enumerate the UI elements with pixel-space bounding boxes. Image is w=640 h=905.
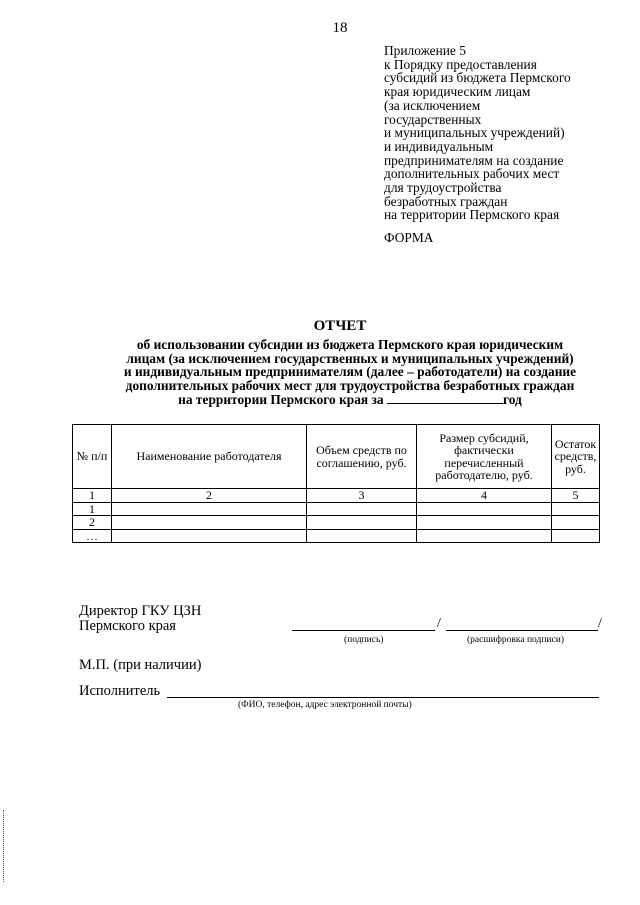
column-number: 1 [73, 489, 112, 503]
table-cell[interactable] [417, 529, 552, 543]
column-number: 3 [307, 489, 417, 503]
decoding-caption: (расшифровка подписи) [467, 635, 564, 645]
subtitle-line: дополнительных рабочих мест для трудоустройства безработных граждан [125, 378, 575, 394]
executor-label: Исполнитель [79, 683, 161, 699]
table-row [73, 502, 600, 516]
scan-margin-line [3, 810, 5, 882]
signature-separator-end: / [598, 616, 602, 631]
subtitle-prefix: на территории Пермского края за [178, 391, 384, 407]
report-subtitle [60, 338, 640, 407]
subtitle-line: об использовании субсидии из бюджета Пермского края юридическим [136, 337, 564, 352]
signature-field[interactable] [292, 630, 435, 631]
row-number: … [73, 529, 112, 543]
stamp-label: М.П. (при наличии) [79, 657, 202, 673]
year-blank[interactable] [387, 393, 503, 404]
position-line: Пермского края [79, 618, 176, 634]
row-number: 1 [73, 502, 112, 516]
appendix-line: Приложение 5 [384, 43, 466, 58]
table-cell[interactable] [552, 516, 600, 530]
subtitle-line: и индивидуальным предпринимателям (далее – работодатели) на создание [123, 364, 577, 380]
header-number: № п/п [73, 425, 112, 489]
table-cell[interactable] [552, 529, 600, 543]
table-cell[interactable] [417, 502, 552, 516]
appendix-line: для трудоустройства [384, 180, 502, 196]
table-cell[interactable] [552, 502, 600, 516]
table-cell[interactable] [112, 516, 307, 530]
appendix-line: и муниципальных учреждений) [384, 125, 565, 141]
appendix-line: на территории Пермского края [384, 207, 560, 223]
table-cell[interactable] [112, 529, 307, 543]
position-line: Директор ГКУ ЦЗН [79, 603, 202, 619]
executor-caption: (ФИО, телефон, адрес электронной почты) [238, 700, 412, 710]
appendix-line: дополнительных рабочих мест [384, 166, 560, 182]
subtitle-last-line [60, 393, 640, 407]
form-label: ФОРМА [384, 230, 434, 245]
table-cell[interactable] [112, 502, 307, 516]
report-table [72, 424, 600, 543]
table-column-number-row [73, 489, 600, 503]
appendix-line: края юридическим лицам [384, 84, 531, 100]
appendix-line: и индивидуальным [384, 138, 494, 154]
header-transferred-amount: Размер субсидий, фактически перечисленный работодателю, руб. [417, 425, 552, 489]
table-cell[interactable] [307, 516, 417, 530]
header-remainder: Остаток средств, руб. [552, 425, 600, 489]
appendix-header [384, 44, 634, 222]
table-cell[interactable] [307, 529, 417, 543]
column-number: 4 [417, 489, 552, 503]
header-agreement-amount: Объем средств по соглашению, руб. [307, 425, 417, 489]
column-number: 2 [112, 489, 307, 503]
header-employer: Наименование работодателя [112, 425, 307, 489]
signature-position [79, 604, 201, 634]
column-number: 5 [552, 489, 600, 503]
signature-separator: / [437, 616, 441, 631]
appendix-line: предпринимателям на создание [384, 152, 564, 168]
appendix-line: государственных [384, 111, 482, 127]
table-header-row [73, 425, 600, 489]
signature-caption: (подпись) [344, 635, 384, 645]
appendix-line: безработных граждан [384, 193, 508, 209]
signature-decoding-field[interactable] [446, 630, 598, 631]
appendix-line: (за исключением [384, 97, 481, 113]
row-number: 2 [73, 516, 112, 530]
report-title: ОТЧЕТ [313, 318, 367, 334]
page-number: 18 [332, 20, 348, 36]
table-row [73, 516, 600, 530]
subtitle-line: лицам (за исключением государственных и муниципальных учреждений) [126, 350, 574, 366]
appendix-line: к Порядку предоставления [384, 56, 537, 72]
table-cell[interactable] [307, 502, 417, 516]
table-row [73, 529, 600, 543]
table-cell[interactable] [417, 516, 552, 530]
executor-field[interactable] [167, 697, 599, 698]
subtitle-suffix: год [502, 391, 522, 407]
appendix-line: субсидий из бюджета Пермского [384, 70, 571, 86]
